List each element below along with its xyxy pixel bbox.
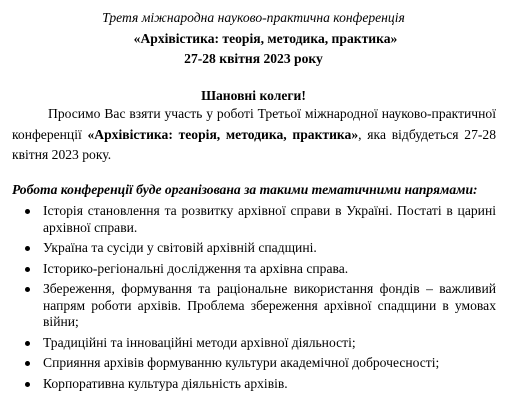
list-item [12, 203, 496, 236]
list-item-text: Історико-регіональні дослідження та архівна справа. [43, 260, 349, 276]
list-item-text: Корпоративна культура діяльність архівів. [43, 375, 288, 391]
directions-heading: Робота конференції буде організована за такими тематичними напрямами: [12, 182, 478, 197]
invitation-text-start: Просимо Вас взяти участь у роботі Третьої міжнародної науково-практичної конференції [12, 106, 496, 142]
invitation-paragraph [12, 104, 496, 166]
list-item-text: Збереження, формування та раціональне використання фондів – важливий напрям роботи архівів. Проблема збереження архівної спадщини в умовах війни; [43, 281, 496, 329]
bullet-icon [25, 287, 30, 292]
greeting: Шановні колеги! [201, 88, 306, 103]
bullet-icon [25, 341, 30, 346]
list-item-text: Сприяння архівів формуванню культури академічної доброчесності; [43, 355, 440, 370]
list-item [12, 281, 496, 331]
invitation-conference-name: «Архівістика: теорія, методика, практика» [87, 126, 359, 142]
conference-subtitle: Третя міжнародна науково-практична конференція [102, 10, 405, 25]
conference-dates: 27-28 квітня 2023 року [184, 51, 323, 66]
list-item-text: Україна та сусіди у світовій архівній спадщині. [43, 240, 317, 255]
list-item-text: Традиційні та інноваційні методи архівної діяльності; [43, 334, 356, 350]
bullet-icon [25, 246, 30, 251]
bullet-icon [25, 382, 30, 387]
bullet-icon [25, 361, 30, 366]
directions-list [12, 203, 496, 396]
conference-title: «Архівістика: теорія, методика, практика» [133, 31, 398, 46]
list-item [12, 335, 496, 352]
invitation-text-end: , яка відбудеться 27-28 квітня 2023 року. [12, 126, 496, 162]
bullet-icon [25, 209, 30, 214]
list-item [12, 355, 496, 372]
list-item-text: Історія становлення та розвитку архівної справи в Україні. Постаті в царині архівної справи. [43, 203, 496, 235]
list-item [12, 261, 496, 278]
list-item [12, 240, 496, 257]
bullet-icon [25, 267, 30, 272]
list-item [12, 376, 496, 393]
